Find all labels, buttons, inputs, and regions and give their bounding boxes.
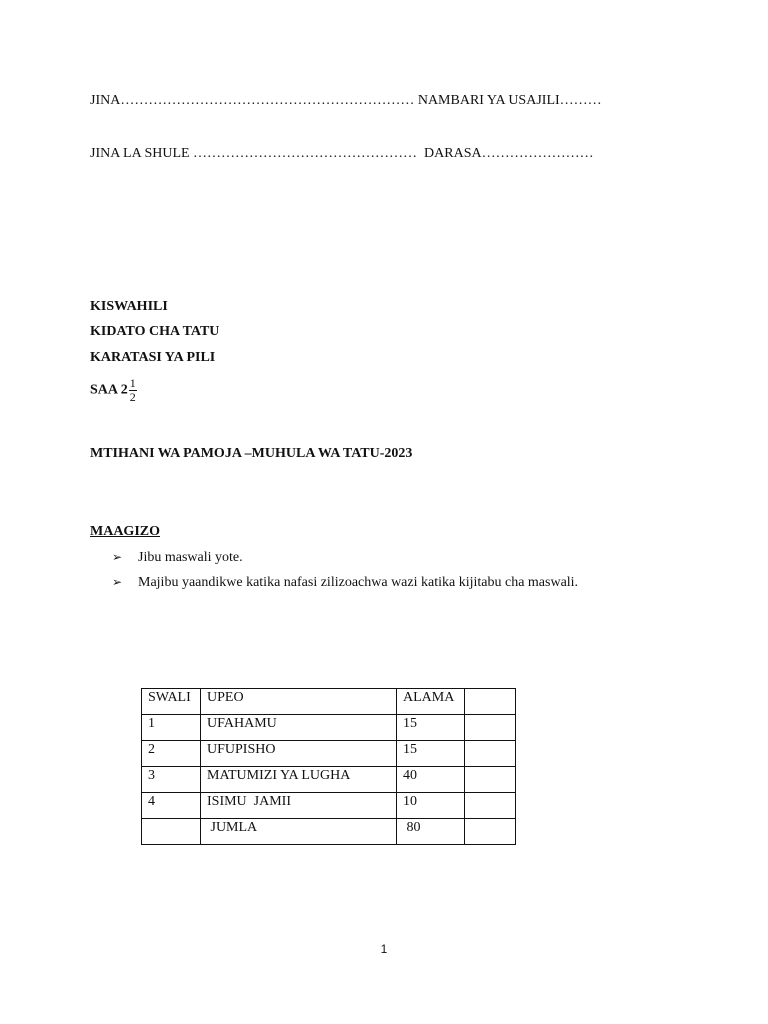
student-name-line: JINA……………………………………………………… NAMBARI YA USAJILI……… [90,93,602,108]
arrow-bullet-icon: ➢ [112,575,123,589]
table-cell: UFUPISHO [201,741,397,767]
header-cell: ALAMA [397,689,465,715]
form-title: KIDATO CHA TATU [90,324,220,339]
table-cell: MATUMIZI YA LUGHA [201,767,397,793]
fraction-numerator: 1 [129,376,136,390]
table-header-row [142,689,516,715]
table-cell: 40 [397,767,465,793]
table-cell: 15 [397,741,465,767]
table-cell: 10 [397,793,465,819]
table-cell [465,767,516,793]
instruction-item [90,545,578,570]
instruction-text: Majibu yaandikwe katika nafasi zilizoachwa wazi katika kijitabu cha maswali. [138,575,579,590]
marks-table [141,688,516,845]
table-cell: 1 [142,715,201,741]
header-cell [465,689,516,715]
table-cell [465,819,516,845]
paper-title: KARATASI YA PILI [90,350,216,365]
school-name-line: JINA LA SHULE ………………………………………… DARASA…………………… [90,146,594,161]
instruction-item [90,570,578,595]
arrow-bullet-icon: ➢ [112,550,123,564]
table-cell [142,819,201,845]
subject-title: KISWAHILI [90,299,168,314]
table-cell: 15 [397,715,465,741]
instructions-heading: MAAGIZO [90,524,160,539]
table-cell: 2 [142,741,201,767]
table-cell [465,715,516,741]
duration-prefix: SAA 2 [90,382,128,398]
table-cell: 3 [142,767,201,793]
page-number: 1 [380,942,388,956]
table-row [142,793,516,819]
table-row [142,715,516,741]
table-cell: ISIMU JAMII [201,793,397,819]
header-cell: UPEO [201,689,397,715]
exam-title: MTIHANI WA PAMOJA –MUHULA WA TATU-2023 [90,446,413,461]
instruction-text: Jibu maswali yote. [138,550,243,565]
duration-fraction [129,377,137,404]
exam-duration [90,377,137,404]
table-cell: 80 [397,819,465,845]
table-row [142,741,516,767]
fraction-denominator: 2 [129,390,136,404]
header-cell: SWALI [142,689,201,715]
table-cell: JUMLA [201,819,397,845]
table-cell [465,793,516,819]
instructions-list [90,545,578,595]
table-cell: UFAHAMU [201,715,397,741]
table-row [142,767,516,793]
table-cell: 4 [142,793,201,819]
table-total-row [142,819,516,845]
table-cell [465,741,516,767]
